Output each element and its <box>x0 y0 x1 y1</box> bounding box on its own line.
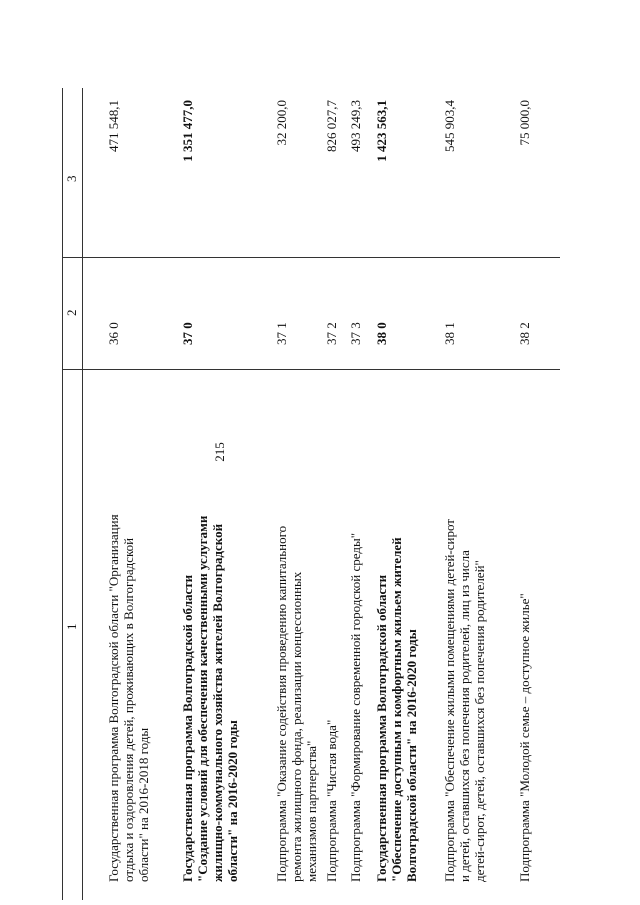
row-name: Подпрограмма "Формирование современной городской среды" <box>348 532 363 882</box>
row-name: Подпрограмма "Оказание содействия проведению капитального ремонта жилищного фонда, реализации концессионных механизмов партнерства" <box>274 525 319 882</box>
row-code: 37 0 <box>180 322 195 345</box>
column-header-2: 2 <box>64 309 79 316</box>
header-bottom-border <box>82 88 83 900</box>
row-value: 1 423 563,1 <box>374 100 389 162</box>
row-value: 471 548,1 <box>106 100 121 152</box>
row-code: 38 0 <box>374 322 389 345</box>
column-header-1: 1 <box>64 623 79 630</box>
budget-table <box>62 88 560 900</box>
row-name: Подпрограмма "Обеспечение жилыми помещениями детей-сирот и детей, оставшихся без попечения родителей, лиц из числа детей-сирот, детей, оставшихся без попечения родителей" <box>442 519 487 882</box>
row-code: 38 2 <box>517 322 532 345</box>
row-value: 75 000,0 <box>517 100 532 146</box>
row-name: Подпрограмма "Чистая вода" <box>324 719 339 882</box>
row-name: Государственная программа Волгоградской области "Организация отдыха и оздоровления детей, проживающих в Волгоградской области" на 2016-2018 годы <box>106 514 151 882</box>
column-divider-2 <box>62 257 560 258</box>
row-code: 36 0 <box>106 322 121 345</box>
row-value: 493 249,3 <box>348 100 363 152</box>
header-top-border <box>62 88 63 900</box>
row-value: 826 027,7 <box>324 100 339 152</box>
column-header-3: 3 <box>64 175 79 182</box>
row-value: 1 351 477,0 <box>180 100 195 162</box>
row-name: Государственная программа Волгоградской области "Обеспечение доступным и комфортным жильем жителей Волгоградской области" на 2016-2020 годы <box>374 537 419 882</box>
page-number: 215 <box>212 442 227 462</box>
row-name: Подпрограмма "Молодой семье – доступное жилье" <box>517 593 532 882</box>
row-code: 38 1 <box>442 322 457 345</box>
row-name: Государственная программа Волгоградской области "Создание условий для обеспечения качественными услугами жилищно-коммунального хозяйства жителей Волгоградской области" на 2016-2020 годы <box>180 515 240 882</box>
row-code: 37 3 <box>348 322 363 345</box>
column-divider-1 <box>62 369 560 370</box>
row-code: 37 2 <box>324 322 339 345</box>
row-value: 545 903,4 <box>442 100 457 152</box>
row-value: 32 200,0 <box>274 100 289 146</box>
row-code: 37 1 <box>274 322 289 345</box>
